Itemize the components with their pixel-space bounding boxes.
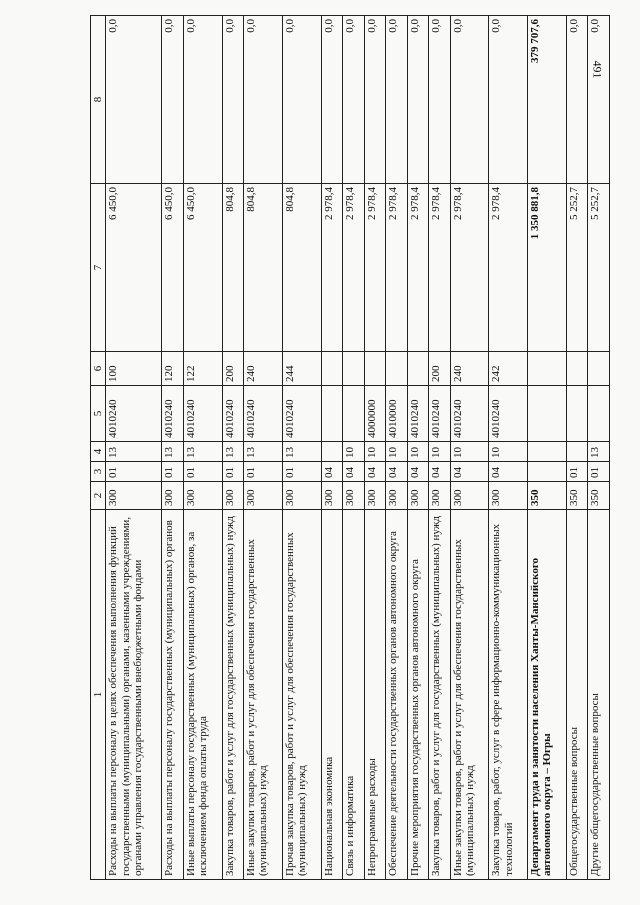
row-amount-cell: 2 978,4 bbox=[429, 184, 450, 352]
row-subsection-cell: 10 bbox=[343, 442, 364, 462]
row-amount-cell: 0,0 bbox=[386, 16, 407, 184]
row-article-cell: 4010240 bbox=[162, 386, 183, 442]
row-expense-type-cell bbox=[407, 352, 428, 386]
row-amount-cell: 2 978,4 bbox=[450, 184, 489, 352]
row-amount-cell: 0,0 bbox=[282, 16, 321, 184]
row-amount-cell: 0,0 bbox=[450, 16, 489, 184]
column-header: 8 bbox=[91, 16, 106, 184]
row-expense-type-cell: 200 bbox=[222, 352, 243, 386]
row-amount-cell: 6 450,0 bbox=[106, 184, 162, 352]
row-subsection-cell: 13 bbox=[183, 442, 222, 462]
table-row bbox=[489, 16, 528, 880]
row-amount-cell: 804,8 bbox=[222, 184, 243, 352]
row-section-cell: 01 bbox=[106, 462, 162, 482]
row-name-cell: Общегосударственные вопросы bbox=[566, 510, 587, 880]
row-section-cell: 01 bbox=[282, 462, 321, 482]
rotated-table-wrapper bbox=[90, 19, 610, 880]
row-subsection-cell: 10 bbox=[489, 442, 528, 462]
table-row bbox=[183, 16, 222, 880]
table-row bbox=[282, 16, 321, 880]
row-subsection-cell: 10 bbox=[407, 442, 428, 462]
row-amount-cell: 1 350 881,8 bbox=[528, 184, 567, 352]
row-subsection-cell: 13 bbox=[588, 442, 610, 462]
row-amount-cell: 5 252,7 bbox=[588, 184, 610, 352]
row-amount-cell: 0,0 bbox=[429, 16, 450, 184]
row-name-cell: Расходы на выплаты персоналу государственных (муниципальных) органов bbox=[162, 510, 183, 880]
row-name-cell: Департамент труда и занятости населения Ханты-Мансийского автономного округа – Югры bbox=[528, 510, 567, 880]
row-section-cell: 01 bbox=[183, 462, 222, 482]
table-header-row bbox=[91, 16, 106, 880]
page-number: 491 bbox=[590, 60, 605, 79]
row-expense-type-cell bbox=[386, 352, 407, 386]
row-name-cell: Непрограммные расходы bbox=[364, 510, 385, 880]
row-name-cell: Закупка товаров, работ, услуг в сфере информационно-коммуникационных технологий bbox=[489, 510, 528, 880]
column-header: 2 bbox=[91, 482, 106, 510]
row-name-cell: Иные закупки товаров, работ и услуг для обеспечения государственных (муниципальных) нужд bbox=[450, 510, 489, 880]
row-article-cell bbox=[321, 386, 342, 442]
row-article-cell bbox=[566, 386, 587, 442]
row-article-cell: 4010240 bbox=[244, 386, 283, 442]
row-code-cell: 300 bbox=[343, 482, 364, 510]
row-code-cell: 300 bbox=[450, 482, 489, 510]
row-amount-cell: 379 707,6 bbox=[528, 16, 567, 184]
table-row bbox=[450, 16, 489, 880]
row-name-cell: Расходы на выплаты персоналу в целях обеспечения выполнения функций государственными (муниципальными) органами, казенными учреждениями, органами управления государственными внебюджетными фондами bbox=[106, 510, 162, 880]
row-code-cell: 350 bbox=[588, 482, 610, 510]
table-row bbox=[364, 16, 385, 880]
row-subsection-cell: 13 bbox=[222, 442, 243, 462]
row-code-cell: 350 bbox=[528, 482, 567, 510]
row-subsection-cell bbox=[528, 442, 567, 462]
row-expense-type-cell: 200 bbox=[429, 352, 450, 386]
row-subsection-cell: 13 bbox=[162, 442, 183, 462]
table-row bbox=[222, 16, 243, 880]
row-subsection-cell: 13 bbox=[244, 442, 283, 462]
row-subsection-cell: 10 bbox=[364, 442, 385, 462]
row-amount-cell: 0,0 bbox=[106, 16, 162, 184]
row-expense-type-cell: 244 bbox=[282, 352, 321, 386]
table-body bbox=[106, 16, 610, 880]
row-amount-cell: 0,0 bbox=[244, 16, 283, 184]
row-code-cell: 300 bbox=[162, 482, 183, 510]
row-expense-type-cell bbox=[364, 352, 385, 386]
row-amount-cell: 0,0 bbox=[364, 16, 385, 184]
column-header: 6 bbox=[91, 352, 106, 386]
row-expense-type-cell bbox=[321, 352, 342, 386]
row-amount-cell: 5 252,7 bbox=[566, 184, 587, 352]
row-section-cell: 04 bbox=[429, 462, 450, 482]
table-row bbox=[106, 16, 162, 880]
row-name-cell: Связь и информатика bbox=[343, 510, 364, 880]
row-article-cell: 4000000 bbox=[364, 386, 385, 442]
row-section-cell: 04 bbox=[386, 462, 407, 482]
table-row bbox=[162, 16, 183, 880]
column-header: 5 bbox=[91, 386, 106, 442]
row-expense-type-cell: 240 bbox=[244, 352, 283, 386]
row-section-cell: 01 bbox=[162, 462, 183, 482]
row-amount-cell: 0,0 bbox=[588, 16, 610, 184]
row-section-cell: 01 bbox=[244, 462, 283, 482]
row-code-cell: 300 bbox=[106, 482, 162, 510]
row-expense-type-cell: 120 bbox=[162, 352, 183, 386]
table-row bbox=[321, 16, 342, 880]
row-code-cell: 300 bbox=[183, 482, 222, 510]
column-header: 4 bbox=[91, 442, 106, 462]
row-name-cell: Другие общегосударственные вопросы bbox=[588, 510, 610, 880]
row-expense-type-cell bbox=[343, 352, 364, 386]
row-name-cell: Прочие мероприятия государственных органов автономного округа bbox=[407, 510, 428, 880]
row-amount-cell: 804,8 bbox=[282, 184, 321, 352]
row-name-cell: Обеспечение деятельности государственных органов автономного округа bbox=[386, 510, 407, 880]
row-code-cell: 300 bbox=[244, 482, 283, 510]
budget-table bbox=[90, 15, 610, 880]
row-code-cell: 300 bbox=[429, 482, 450, 510]
row-article-cell: 4010240 bbox=[106, 386, 162, 442]
row-expense-type-cell: 242 bbox=[489, 352, 528, 386]
row-amount-cell: 0,0 bbox=[407, 16, 428, 184]
row-name-cell: Иные закупки товаров, работ и услуг для обеспечения государственных (муниципальных) нужд bbox=[244, 510, 283, 880]
row-amount-cell: 0,0 bbox=[489, 16, 528, 184]
table-row bbox=[244, 16, 283, 880]
row-name-cell: Закупка товаров, работ и услуг для государственных (муниципальных) нужд bbox=[429, 510, 450, 880]
table-row bbox=[386, 16, 407, 880]
row-code-cell: 300 bbox=[489, 482, 528, 510]
row-article-cell: 4010240 bbox=[222, 386, 243, 442]
row-expense-type-cell: 122 bbox=[183, 352, 222, 386]
table-row bbox=[343, 16, 364, 880]
row-expense-type-cell bbox=[566, 352, 587, 386]
row-amount-cell: 2 978,4 bbox=[386, 184, 407, 352]
table-row bbox=[407, 16, 428, 880]
row-amount-cell: 2 978,4 bbox=[343, 184, 364, 352]
row-subsection-cell: 13 bbox=[106, 442, 162, 462]
row-amount-cell: 6 450,0 bbox=[183, 184, 222, 352]
row-article-cell: 4010240 bbox=[489, 386, 528, 442]
row-subsection-cell: 10 bbox=[429, 442, 450, 462]
row-section-cell: 01 bbox=[566, 462, 587, 482]
row-code-cell: 300 bbox=[321, 482, 342, 510]
row-section-cell: 04 bbox=[450, 462, 489, 482]
row-section-cell: 04 bbox=[343, 462, 364, 482]
column-header: 7 bbox=[91, 184, 106, 352]
row-expense-type-cell bbox=[588, 352, 610, 386]
table-row bbox=[566, 16, 587, 880]
table-row bbox=[528, 16, 567, 880]
row-code-cell: 300 bbox=[282, 482, 321, 510]
row-amount-cell: 0,0 bbox=[162, 16, 183, 184]
row-subsection-cell bbox=[321, 442, 342, 462]
row-code-cell: 300 bbox=[386, 482, 407, 510]
row-name-cell: Закупка товаров, работ и услуг для государственных (муниципальных) нужд bbox=[222, 510, 243, 880]
row-amount-cell: 2 978,4 bbox=[321, 184, 342, 352]
row-name-cell: Прочая закупка товаров, работ и услуг для обеспечения государственных (муниципальных) нужд bbox=[282, 510, 321, 880]
row-article-cell bbox=[343, 386, 364, 442]
row-amount-cell: 0,0 bbox=[566, 16, 587, 184]
row-amount-cell: 2 978,4 bbox=[407, 184, 428, 352]
row-amount-cell: 0,0 bbox=[183, 16, 222, 184]
column-header: 3 bbox=[91, 462, 106, 482]
row-code-cell: 300 bbox=[407, 482, 428, 510]
row-code-cell: 300 bbox=[222, 482, 243, 510]
row-amount-cell: 0,0 bbox=[222, 16, 243, 184]
row-article-cell: 4010240 bbox=[450, 386, 489, 442]
row-section-cell: 01 bbox=[588, 462, 610, 482]
table-row bbox=[429, 16, 450, 880]
row-section-cell: 04 bbox=[489, 462, 528, 482]
row-article-cell: 4010240 bbox=[429, 386, 450, 442]
row-section-cell: 04 bbox=[321, 462, 342, 482]
row-amount-cell: 2 978,4 bbox=[489, 184, 528, 352]
row-amount-cell: 2 978,4 bbox=[364, 184, 385, 352]
row-section-cell: 04 bbox=[364, 462, 385, 482]
row-article-cell: 4010240 bbox=[183, 386, 222, 442]
row-section-cell: 01 bbox=[222, 462, 243, 482]
row-subsection-cell: 10 bbox=[450, 442, 489, 462]
row-amount-cell: 6 450,0 bbox=[162, 184, 183, 352]
row-section-cell bbox=[528, 462, 567, 482]
row-article-cell bbox=[588, 386, 610, 442]
row-name-cell: Национальная экономика bbox=[321, 510, 342, 880]
row-article-cell: 4010240 bbox=[407, 386, 428, 442]
row-amount-cell: 0,0 bbox=[321, 16, 342, 184]
column-header: 1 bbox=[91, 510, 106, 880]
row-section-cell: 04 bbox=[407, 462, 428, 482]
row-code-cell: 300 bbox=[364, 482, 385, 510]
row-subsection-cell: 13 bbox=[282, 442, 321, 462]
row-expense-type-cell: 100 bbox=[106, 352, 162, 386]
row-amount-cell: 804,8 bbox=[244, 184, 283, 352]
row-code-cell: 350 bbox=[566, 482, 587, 510]
row-subsection-cell: 10 bbox=[386, 442, 407, 462]
row-article-cell bbox=[528, 386, 567, 442]
row-article-cell: 4010240 bbox=[282, 386, 321, 442]
row-expense-type-cell: 240 bbox=[450, 352, 489, 386]
table-row bbox=[588, 16, 610, 880]
row-subsection-cell bbox=[566, 442, 587, 462]
row-expense-type-cell bbox=[528, 352, 567, 386]
row-name-cell: Иные выплаты персоналу государственных (муниципальных) органов, за исключением фонда оплаты труда bbox=[183, 510, 222, 880]
row-article-cell: 4010000 bbox=[386, 386, 407, 442]
row-amount-cell: 0,0 bbox=[343, 16, 364, 184]
